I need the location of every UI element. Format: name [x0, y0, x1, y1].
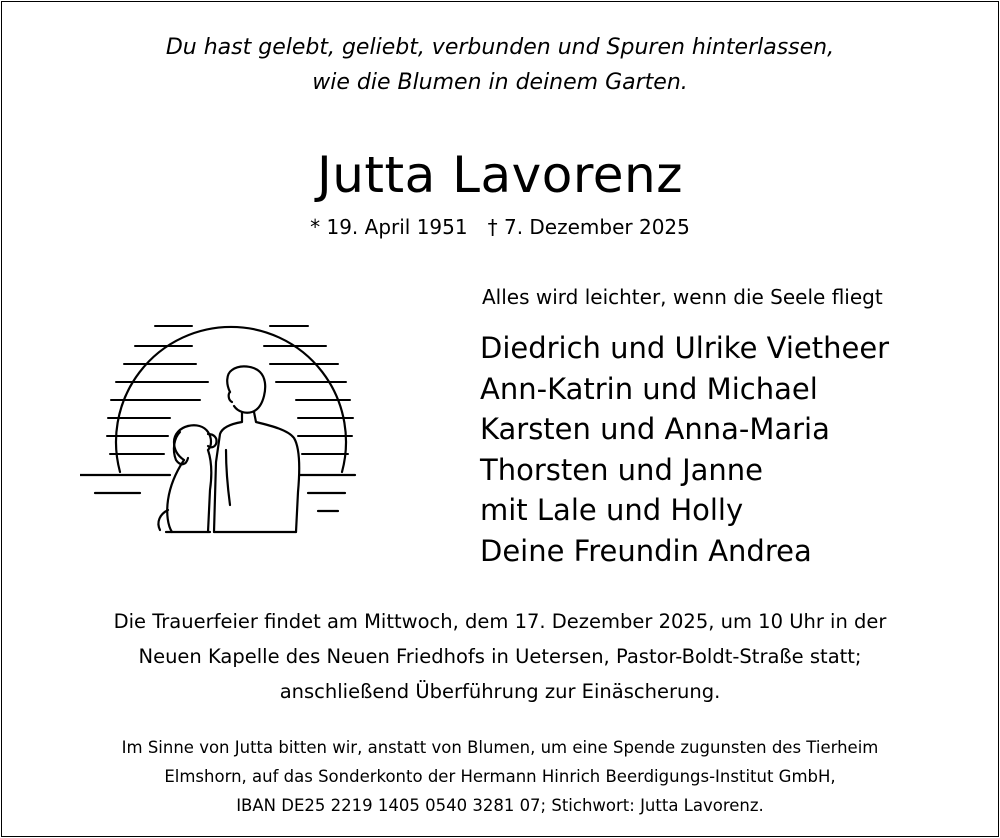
donation-line: IBAN DE25 2219 1405 0540 3281 07; Stichwort: Jutta Lavorenz.: [236, 796, 764, 815]
death-date: † 7. Dezember 2025: [487, 215, 690, 239]
mourner-line: Ann-Katrin und Michael: [480, 371, 818, 406]
donation-line: Im Sinne von Jutta bitten wir, anstatt von Blumen, um eine Spende zugunsten des Tierheim: [121, 738, 879, 757]
mourner-line: Karsten und Anna-Maria: [480, 412, 830, 446]
birth-date: * 19. April 1951: [310, 215, 468, 239]
deceased-name: Jutta Lavorenz: [316, 146, 683, 204]
service-line: Neuen Kapelle des Neuen Friedhofs in Uetersen, Pastor-Boldt-Straße statt;: [138, 645, 862, 668]
donation-info: [0, 733, 1000, 820]
mourners-list: [480, 328, 889, 571]
mourner-line: Thorsten und Janne: [480, 452, 763, 487]
donation-line: Elmshorn, auf das Sonderkonto der Hermann Hinrich Beerdigungs-Institut GmbH,: [164, 767, 836, 786]
motto: [0, 30, 1000, 100]
service-info: [0, 604, 1000, 709]
quote: Alles wird leichter, wenn die Seele fliegt: [482, 285, 883, 309]
service-line: Die Trauerfeier findet am Mittwoch, dem 17. Dezember 2025, um 10 Uhr in der: [113, 610, 887, 633]
mourner-line: mit Lale und Holly: [480, 493, 744, 527]
life-dates: [0, 212, 1000, 242]
motto-line-1: Du hast gelebt, geliebt, verbunden und Spuren hinterlassen,: [165, 35, 835, 60]
motto-line-2: wie die Blumen in deinem Garten.: [312, 70, 688, 95]
mourner-line: Deine Freundin Andrea: [480, 533, 812, 568]
mourner-line: Diedrich und Ulrike Vietheer: [480, 331, 890, 365]
service-line: anschließend Überführung zur Einäscherung.: [279, 680, 721, 703]
person-and-dog-at-sunset-icon: [80, 300, 370, 540]
